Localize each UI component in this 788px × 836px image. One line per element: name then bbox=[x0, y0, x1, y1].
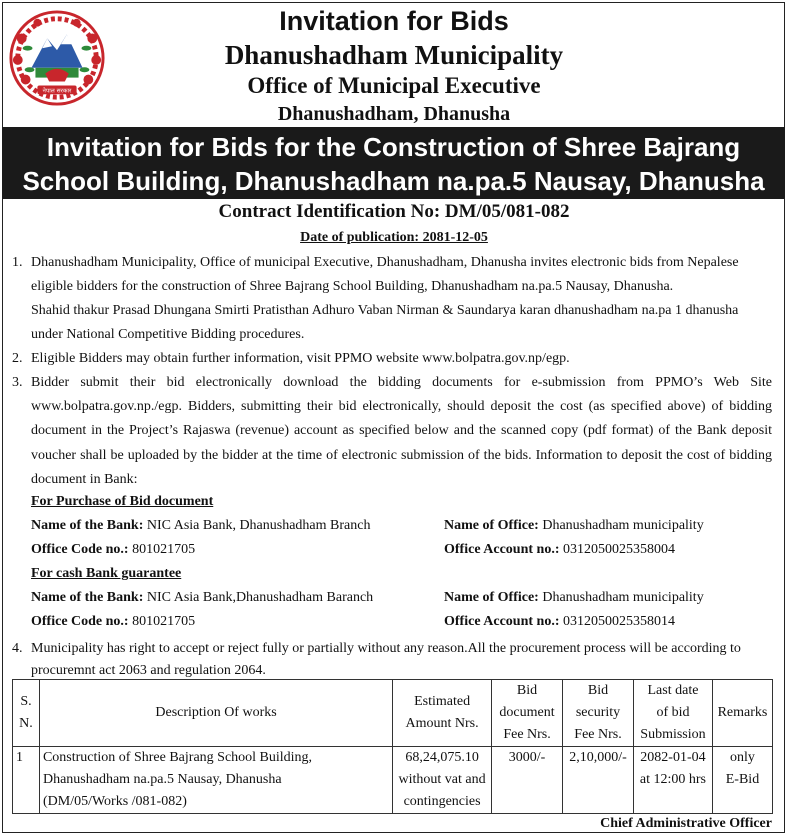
purchase-office-code: Office Code no.: 801021705 bbox=[31, 542, 196, 557]
header-estimated-amount: Estimated Amount Nrs. bbox=[393, 680, 492, 747]
purchase-account: Office Account no.: 0312050025358004 bbox=[444, 542, 675, 557]
cell-estimated-amount: 68,24,075.10 without vat and contingencies bbox=[393, 747, 492, 814]
header-document-fee: Bid document Fee Nrs. bbox=[492, 680, 563, 747]
notice-title: Invitation for Bids bbox=[279, 6, 509, 36]
item-number: 3. bbox=[12, 375, 23, 390]
guarantee-office: Name of Office: Dhanushadham municipality bbox=[444, 590, 704, 605]
item-number: 2. bbox=[12, 351, 23, 366]
item-2-line-1: Eligible Bidders may obtain further information, visit PPMO website www.bolpatra.gov.np/egp. bbox=[31, 351, 570, 366]
item-1-line-2: eligible bidders for the construction of Shree Bajrang School Building, Dhanushadham na.pa.5 Nausay, Dhanusha. bbox=[31, 279, 674, 294]
table-header-row bbox=[13, 680, 773, 747]
office-name: Office of Municipal Executive bbox=[247, 73, 541, 98]
guarantee-account: Office Account no.: 0312050025358014 bbox=[444, 614, 675, 629]
header-security-fee: Bid security Fee Nrs. bbox=[563, 680, 634, 747]
municipality-name: Dhanushadham Municipality bbox=[224, 40, 564, 70]
item-1-line-3: Shahid thakur Prasad Dhungana Smirti Pratisthan Adhuro Vaban Nirman & Saundarya karan dhanushadham na.pa 1 dhanusha bbox=[31, 303, 739, 318]
guarantee-office-code: Office Code no.: 801021705 bbox=[31, 614, 196, 629]
cell-document-fee: 3000/- bbox=[492, 747, 563, 814]
header-description: Description Of works bbox=[39, 680, 392, 747]
table-row bbox=[13, 747, 773, 814]
purchase-bank: Name of the Bank: NIC Asia Bank, Dhanushadham Branch bbox=[31, 518, 371, 533]
banner-line-1: Invitation for Bids for the Construction of Shree Bajrang bbox=[46, 132, 741, 162]
guarantee-bank: Name of the Bank: NIC Asia Bank,Dhanushadham Baranch bbox=[31, 590, 374, 605]
item-number: 4. bbox=[12, 641, 23, 656]
item-3-paragraph: Bidder submit their bid electronically download the bidding documents for e-submission from PPMO’s Web Site www.bolpatra.gov.np./egp. Bidders, submitting their bid electronically, should deposit the cost (as specified above) of bidding document in the Project’s Rajaswa (revenue) account as specified below and the scanned copy (pdf format) of the Bank deposit voucher shall be uploaded by the bidder at the time of electronic submission of the bids. Information to deposit the cost of bidding document in Bank: bbox=[31, 375, 772, 487]
emblem-caption: नेपाल सरकार bbox=[42, 88, 72, 95]
publication-date: Date of publication: 2081-12-05 bbox=[300, 230, 488, 245]
contract-identification: Contract Identification No: DM/05/081-082 bbox=[218, 201, 570, 222]
cell-remarks: only E-Bid bbox=[712, 747, 772, 814]
header-last-date: Last date of bid Submission bbox=[633, 680, 712, 747]
cell-last-date: 2082-01-04 at 12:00 hrs bbox=[633, 747, 712, 814]
guarantee-section-title: For cash Bank guarantee bbox=[31, 566, 182, 581]
bid-table bbox=[12, 679, 773, 814]
item-4-line-1: Municipality has right to accept or reject fully or partially without any reason.All the procurement process will be according to bbox=[31, 641, 741, 656]
header-sn: S. N. bbox=[13, 680, 40, 747]
cell-security-fee: 2,10,000/- bbox=[563, 747, 634, 814]
item-number: 1. bbox=[12, 255, 23, 270]
item-1-line-1: Dhanushadham Municipality, Office of municipal Executive, Dhanushadham, Dhanusha invites electronic bids from Nepalese bbox=[31, 255, 739, 270]
banner-line-2: School Building, Dhanushadham na.pa.5 Nausay, Dhanusha bbox=[22, 166, 765, 196]
purchase-section-title: For Purchase of Bid document bbox=[31, 494, 214, 509]
office-location: Dhanushadham, Dhanusha bbox=[277, 103, 511, 125]
cell-description: Construction of Shree Bajrang School Building, Dhanushadham na.pa.5 Nausay, Dhanusha (DM/05/Works /081-082) bbox=[39, 747, 392, 814]
item-1-line-4: under National Competitive Bidding procedures. bbox=[31, 327, 305, 342]
purchase-office: Name of Office: Dhanushadham municipality bbox=[444, 518, 704, 533]
signatory: Chief Administrative Officer bbox=[600, 816, 772, 831]
header-remarks: Remarks bbox=[712, 680, 772, 747]
item-4-line-2: procuremnt act 2063 and regulation 2064. bbox=[31, 663, 266, 678]
project-banner bbox=[2, 127, 785, 199]
cell-sn: 1 bbox=[13, 747, 40, 814]
